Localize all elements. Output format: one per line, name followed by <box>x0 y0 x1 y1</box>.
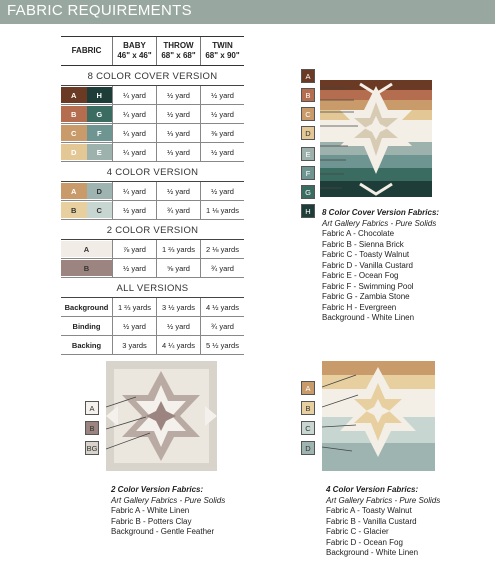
swatch-a: A <box>61 183 87 199</box>
cell-throw: ½ yard <box>156 182 200 200</box>
fabric-line: Fabric D - Ocean Fog <box>326 537 403 547</box>
quilt-2-color-illustration <box>106 361 217 471</box>
chip-d: D <box>301 441 315 455</box>
column-size: 46" x 46" <box>117 51 152 60</box>
cell-baby: ¼ yard <box>112 182 156 200</box>
section-title-all-versions: ALL VERSIONS <box>61 281 244 298</box>
cell-twin: ½ yard <box>200 105 244 123</box>
chip-d: D <box>301 126 315 140</box>
table-row <box>61 124 244 143</box>
fabric-line: Fabric E - Ocean Fog <box>322 271 399 280</box>
swatch-b: B <box>61 202 87 218</box>
fabric-list-2-color <box>111 485 225 538</box>
chip-f: F <box>301 166 315 180</box>
fabric-line: Fabric B - Potters Clay <box>111 516 192 526</box>
cell-baby: ⅞ yard <box>112 240 156 258</box>
table-row <box>61 143 244 162</box>
fabric-line: Fabric D - Vanilla Custard <box>322 260 413 270</box>
column-name: TWIN <box>212 41 233 50</box>
fabric-line: Fabric C - Toasty Walnut <box>322 250 410 259</box>
section-title-8-color: 8 COLOR COVER VERSION <box>61 69 244 86</box>
fabric-line: Fabric A - Chocolate <box>322 229 395 238</box>
chip-a: A <box>301 69 315 83</box>
cell-twin: ½ yard <box>200 86 244 104</box>
chip-e: E <box>301 147 315 161</box>
chip-b: B <box>301 401 315 415</box>
chip-b: B <box>85 421 99 435</box>
cell-baby: ½ yard <box>112 201 156 219</box>
swatch-f: F <box>87 125 113 141</box>
chip-g: G <box>301 185 315 199</box>
swatch-pair <box>61 182 112 200</box>
cell-twin: 5 ½ yards <box>200 336 244 354</box>
swatch-a: A <box>61 241 112 257</box>
chip-a: A <box>301 381 315 395</box>
swatch-c: C <box>61 125 87 141</box>
cell-twin: 2 ⅛ yards <box>200 240 244 258</box>
cell-baby: 3 yards <box>112 336 156 354</box>
swatch-d: D <box>61 144 87 160</box>
swatch-g: G <box>87 106 113 122</box>
row-label-background: Background <box>64 302 109 312</box>
chip-c: C <box>301 421 315 435</box>
column-header-twin <box>200 37 244 65</box>
swatch-pair <box>61 143 112 161</box>
swatch-pair <box>61 201 112 219</box>
cell-throw: ½ yard <box>156 86 200 104</box>
fabric-line: Fabric B - Vanilla Custard <box>326 516 417 526</box>
fabric-line: Fabric G - Zambia Stone <box>322 292 410 301</box>
swatch-c: C <box>87 202 113 218</box>
table-header <box>61 36 244 66</box>
fabric-line: Background - White Linen <box>322 313 415 322</box>
column-header-throw <box>156 37 200 65</box>
cell-throw: ⅓ yard <box>156 143 200 161</box>
table-row <box>61 201 244 220</box>
cell-throw: ½ yard <box>156 317 200 335</box>
swatch-b: B <box>61 106 87 122</box>
table-row <box>61 336 244 355</box>
table-row <box>61 86 244 105</box>
fabric-line: Fabric C - Glacier <box>326 527 389 536</box>
column-header-fabric <box>61 37 112 65</box>
cell-throw: 4 ¼ yards <box>156 336 200 354</box>
cell-throw: 1 ⅔ yards <box>156 240 200 258</box>
chip-b: B <box>301 88 315 102</box>
cell-baby: ¼ yard <box>112 143 156 161</box>
chip-h: H <box>301 204 315 218</box>
table-row <box>61 182 244 201</box>
cell-twin: ½ yard <box>200 143 244 161</box>
cell-baby: ¼ yard <box>112 124 156 142</box>
page-header <box>0 0 495 24</box>
fabric-requirements-table <box>61 36 244 355</box>
table-row <box>61 240 244 259</box>
row-label-binding: Binding <box>72 321 101 331</box>
column-size: 68" x 90" <box>205 51 240 60</box>
cell-throw: 3 ½ yards <box>156 298 200 316</box>
table-row <box>61 259 244 278</box>
swatch-pair <box>61 86 112 104</box>
fabric-line: Background - Gentle Feather <box>111 527 215 536</box>
fabric-line: Background - White Linen <box>326 548 419 557</box>
fabric-list-subtitle: Art Gallery Fabrics - Pure Solids <box>326 495 441 505</box>
fabric-list-title: 4 Color Version Fabrics: <box>326 485 419 494</box>
cell-throw: ¾ yard <box>156 201 200 219</box>
swatch-d: D <box>87 183 113 199</box>
fabric-line: Fabric H - Evergreen <box>322 302 397 312</box>
swatch-a: A <box>61 87 87 103</box>
fabric-line: Fabric F - Swimming Pool <box>322 281 414 291</box>
cell-baby: ¼ yard <box>112 105 156 123</box>
fabric-line: Fabric B - Sienna Brick <box>322 239 404 249</box>
cell-throw: ⅝ yard <box>156 259 200 277</box>
section-title-4-color: 4 COLOR VERSION <box>61 165 244 182</box>
quilt-8-color-cover-illustration <box>320 80 432 197</box>
cell-twin: ½ yard <box>200 182 244 200</box>
swatch-pair <box>61 124 112 142</box>
fabric-line: Fabric A - White Linen <box>111 506 190 515</box>
table-row <box>61 298 244 317</box>
fabric-list-8-color <box>322 208 439 324</box>
chip-bg: BG <box>85 441 99 455</box>
chip-c: C <box>301 107 315 121</box>
fabric-line: Fabric A - Toasty Walnut <box>326 506 412 515</box>
swatch-h: H <box>87 87 113 103</box>
section-title-2-color: 2 COLOR VERSION <box>61 223 244 240</box>
swatch-b: B <box>61 260 112 276</box>
cell-baby: ½ yard <box>112 259 156 277</box>
table-row <box>61 105 244 124</box>
fabric-list-4-color <box>326 485 440 559</box>
cell-baby: ¼ yard <box>112 86 156 104</box>
cell-twin: ⅜ yard <box>200 124 244 142</box>
swatch-e: E <box>87 144 113 160</box>
table-row <box>61 317 244 336</box>
cell-throw: ½ yard <box>156 105 200 123</box>
column-header-baby <box>112 37 156 65</box>
column-size: 68" x 68" <box>161 51 196 60</box>
cell-twin: 4 ½ yards <box>200 298 244 316</box>
column-name: THROW <box>163 41 194 50</box>
cell-throw: ⅓ yard <box>156 124 200 142</box>
fabric-list-title: 8 Color Cover Version Fabrics: <box>322 208 440 217</box>
row-label-backing: Backing <box>71 340 102 350</box>
fabric-list-title: 2 Color Version Fabrics: <box>111 485 204 494</box>
column-name: BABY <box>123 41 146 50</box>
swatch-single <box>61 240 112 258</box>
column-name: FABRIC <box>71 46 102 55</box>
cell-twin: ¾ yard <box>200 259 244 277</box>
fabric-list-subtitle: Art Gallery Fabrics - Pure Solids <box>322 218 437 228</box>
chip-a: A <box>85 401 99 415</box>
cell-twin: ¾ yard <box>200 317 244 335</box>
page-title: FABRIC REQUIREMENTS <box>7 2 192 19</box>
swatch-pair <box>61 105 112 123</box>
quilt-4-color-illustration <box>322 361 435 471</box>
cell-twin: 1 ⅛ yards <box>200 201 244 219</box>
cell-baby: 1 ⅔ yards <box>112 298 156 316</box>
swatch-single <box>61 259 112 277</box>
fabric-list-subtitle: Art Gallery Fabrics - Pure Solids <box>111 495 226 505</box>
cell-baby: ½ yard <box>112 317 156 335</box>
